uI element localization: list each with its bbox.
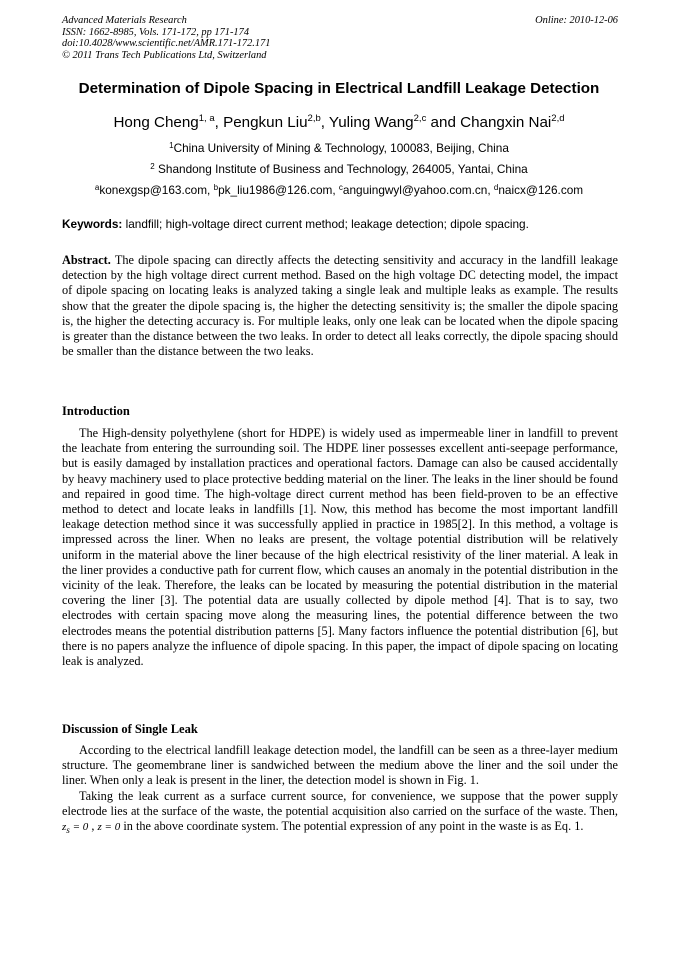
- copyright-line: © 2011 Trans Tech Publications Ltd, Switzerland: [62, 49, 267, 61]
- keywords-text: landfill; high-voltage direct current method; leakage detection; dipole spacing.: [122, 217, 529, 231]
- email-sup: c: [338, 183, 343, 192]
- affiliation-sup: 2: [150, 162, 155, 171]
- author-name: Hong Cheng: [113, 114, 199, 131]
- author-sep: ,: [214, 114, 224, 131]
- single-leak-heading: Discussion of Single Leak: [62, 722, 198, 736]
- author-sep: and: [426, 114, 461, 131]
- single-leak-paragraph-1: According to the electrical landfill leakage detection model, the landfill can be seen as a three-layer medium structure. The geomembrane liner is sandwiched between the medium above the liner and the soil under the liner. When only a leak is present in the liner, the detection model is shown in Fig. 1.: [62, 743, 618, 788]
- journal-name: Advanced Materials Research: [62, 15, 187, 26]
- author-name: Pengkun Liu: [223, 114, 308, 131]
- affiliation-text: China University of Mining & Technology, 100083, Beijing, China: [173, 141, 509, 155]
- author-sup: 2,c: [413, 113, 427, 124]
- email-sup: d: [493, 183, 499, 192]
- email-sup: b: [213, 183, 219, 192]
- paper-title: Determination of Dipole Spacing in Electrical Landfill Leakage Detection: [78, 80, 600, 97]
- math-symbol: z: [62, 821, 67, 834]
- abstract-text: The dipole spacing can directly affects the detecting sensitivity and accuracy in the landfill leakage detection by the high voltage direct current method. Based on the high voltage DC detecting model, the impact of dipole spacing on locating leaks is analyzed taking a single leak and multiple leaks as example. The results show that the greater the dipole spacing is, the higher the detecting sensitivity is; the smaller the dipole spacing is, the higher the detecting accuracy is. For multiple leaks, only one leak can be located when the dipole spacing is greater than the distance between the two leaks. In order to detect all leaks correctly, the dipole spacing should be smaller than the distance between the two leaks.: [62, 253, 618, 359]
- paragraph-text: Taking the leak current as a surface current source, for convenience, we suppose that the power supply electrode lies at the surface of the waste, the potential acquisition also carried on the surface of the waste. Then,: [62, 788, 618, 818]
- author-sep: ,: [320, 114, 329, 131]
- author-sup: 2,d: [551, 113, 565, 124]
- affiliation-2: [40, 161, 638, 177]
- keywords: [62, 216, 618, 232]
- email-sup: a: [94, 183, 100, 192]
- email-text: anguingwyl@yahoo.com.cn,: [342, 183, 494, 197]
- paragraph-text: in the above coordinate system. The potential expression of any point in the waste is as Eq. 1.: [120, 819, 584, 834]
- single-leak-paragraph-2: [62, 789, 618, 839]
- introduction-section: [62, 426, 618, 669]
- email-text: konexgsp@163.com,: [99, 183, 214, 197]
- abstract: [62, 253, 618, 359]
- author-name: Changxin Nai: [460, 114, 552, 131]
- email-text: pk_liu1986@126.com,: [218, 183, 339, 197]
- math-subscript: s: [66, 825, 70, 836]
- author-name: Yuling Wang: [328, 114, 414, 131]
- single-leak-section: [62, 743, 618, 838]
- author-list: [40, 113, 638, 133]
- online-date: Online: 2010-12-06: [535, 15, 618, 26]
- introduction-paragraph: The High-density polyethylene (short for HDPE) is widely used as impermeable liner in landfill to prevent the leachate from entering the surrounding soil. The HDPE liner possesses excellent anti-seepage performance, but is easily damaged by installation practices and operational factors. Damage can also be caused accidentally by heavy machinery used to place protective bedding material on the liner. The leaks in the liner should be found and repaired in good time. The high-voltage direct current method has been field-proven to be an effective method to detect and locate leaks in landfills [1]. Now, this method has become the most important landfill leakage detection method since it was successfully applied in practice in 1985[2]. In this method, a voltage is impressed across the liner. When no leaks are present, the voltage potential distribution will be relatively uniform in the material above the liner because of the high electrical resistivity of the liner material. A leak in the liner provides a conductive path for current flow, which causes an anomaly in the potential distribution in the vicinity of the leak. Therefore, the leaks can be located by measuring the potential distribution in the material covering the liner [3]. The potential data are usually collected by dipole method [4]. That is to say, two electrodes with certain spacing move along the measuring lines, the potential difference between the two electrodes means the potential distribution patterns [5]. Many factors influence the potential distribution [6], but there is no papers analyze the influence of dipole spacing. In this paper, the impact of dipole spacing on locating leak is analyzed.: [62, 426, 618, 669]
- introduction-heading: Introduction: [62, 404, 130, 418]
- issn-line: ISSN: 1662-8985, Vols. 171-172, pp 171-174: [62, 26, 250, 38]
- math-inline: z = 0: [97, 821, 121, 834]
- abstract-label: Abstract.: [62, 253, 111, 267]
- email-text: naicx@126.com: [498, 183, 584, 197]
- keywords-label: Keywords:: [62, 217, 123, 231]
- affiliation-sup: 1: [169, 141, 174, 150]
- author-sup: 2,b: [307, 113, 321, 124]
- email-list: [40, 182, 638, 198]
- affiliation-text: Shandong Institute of Business and Technology, 264005, Yantai, China: [154, 162, 528, 176]
- math-separator: ,: [88, 819, 98, 834]
- math-inline: [62, 821, 89, 836]
- math-rest: = 0: [69, 821, 89, 834]
- doi-line: doi:10.4028/www.scientific.net/AMR.171-172.171: [62, 38, 271, 50]
- affiliation-1: [40, 140, 638, 156]
- author-sup: 1, a: [198, 113, 215, 124]
- journal-header: [62, 15, 618, 61]
